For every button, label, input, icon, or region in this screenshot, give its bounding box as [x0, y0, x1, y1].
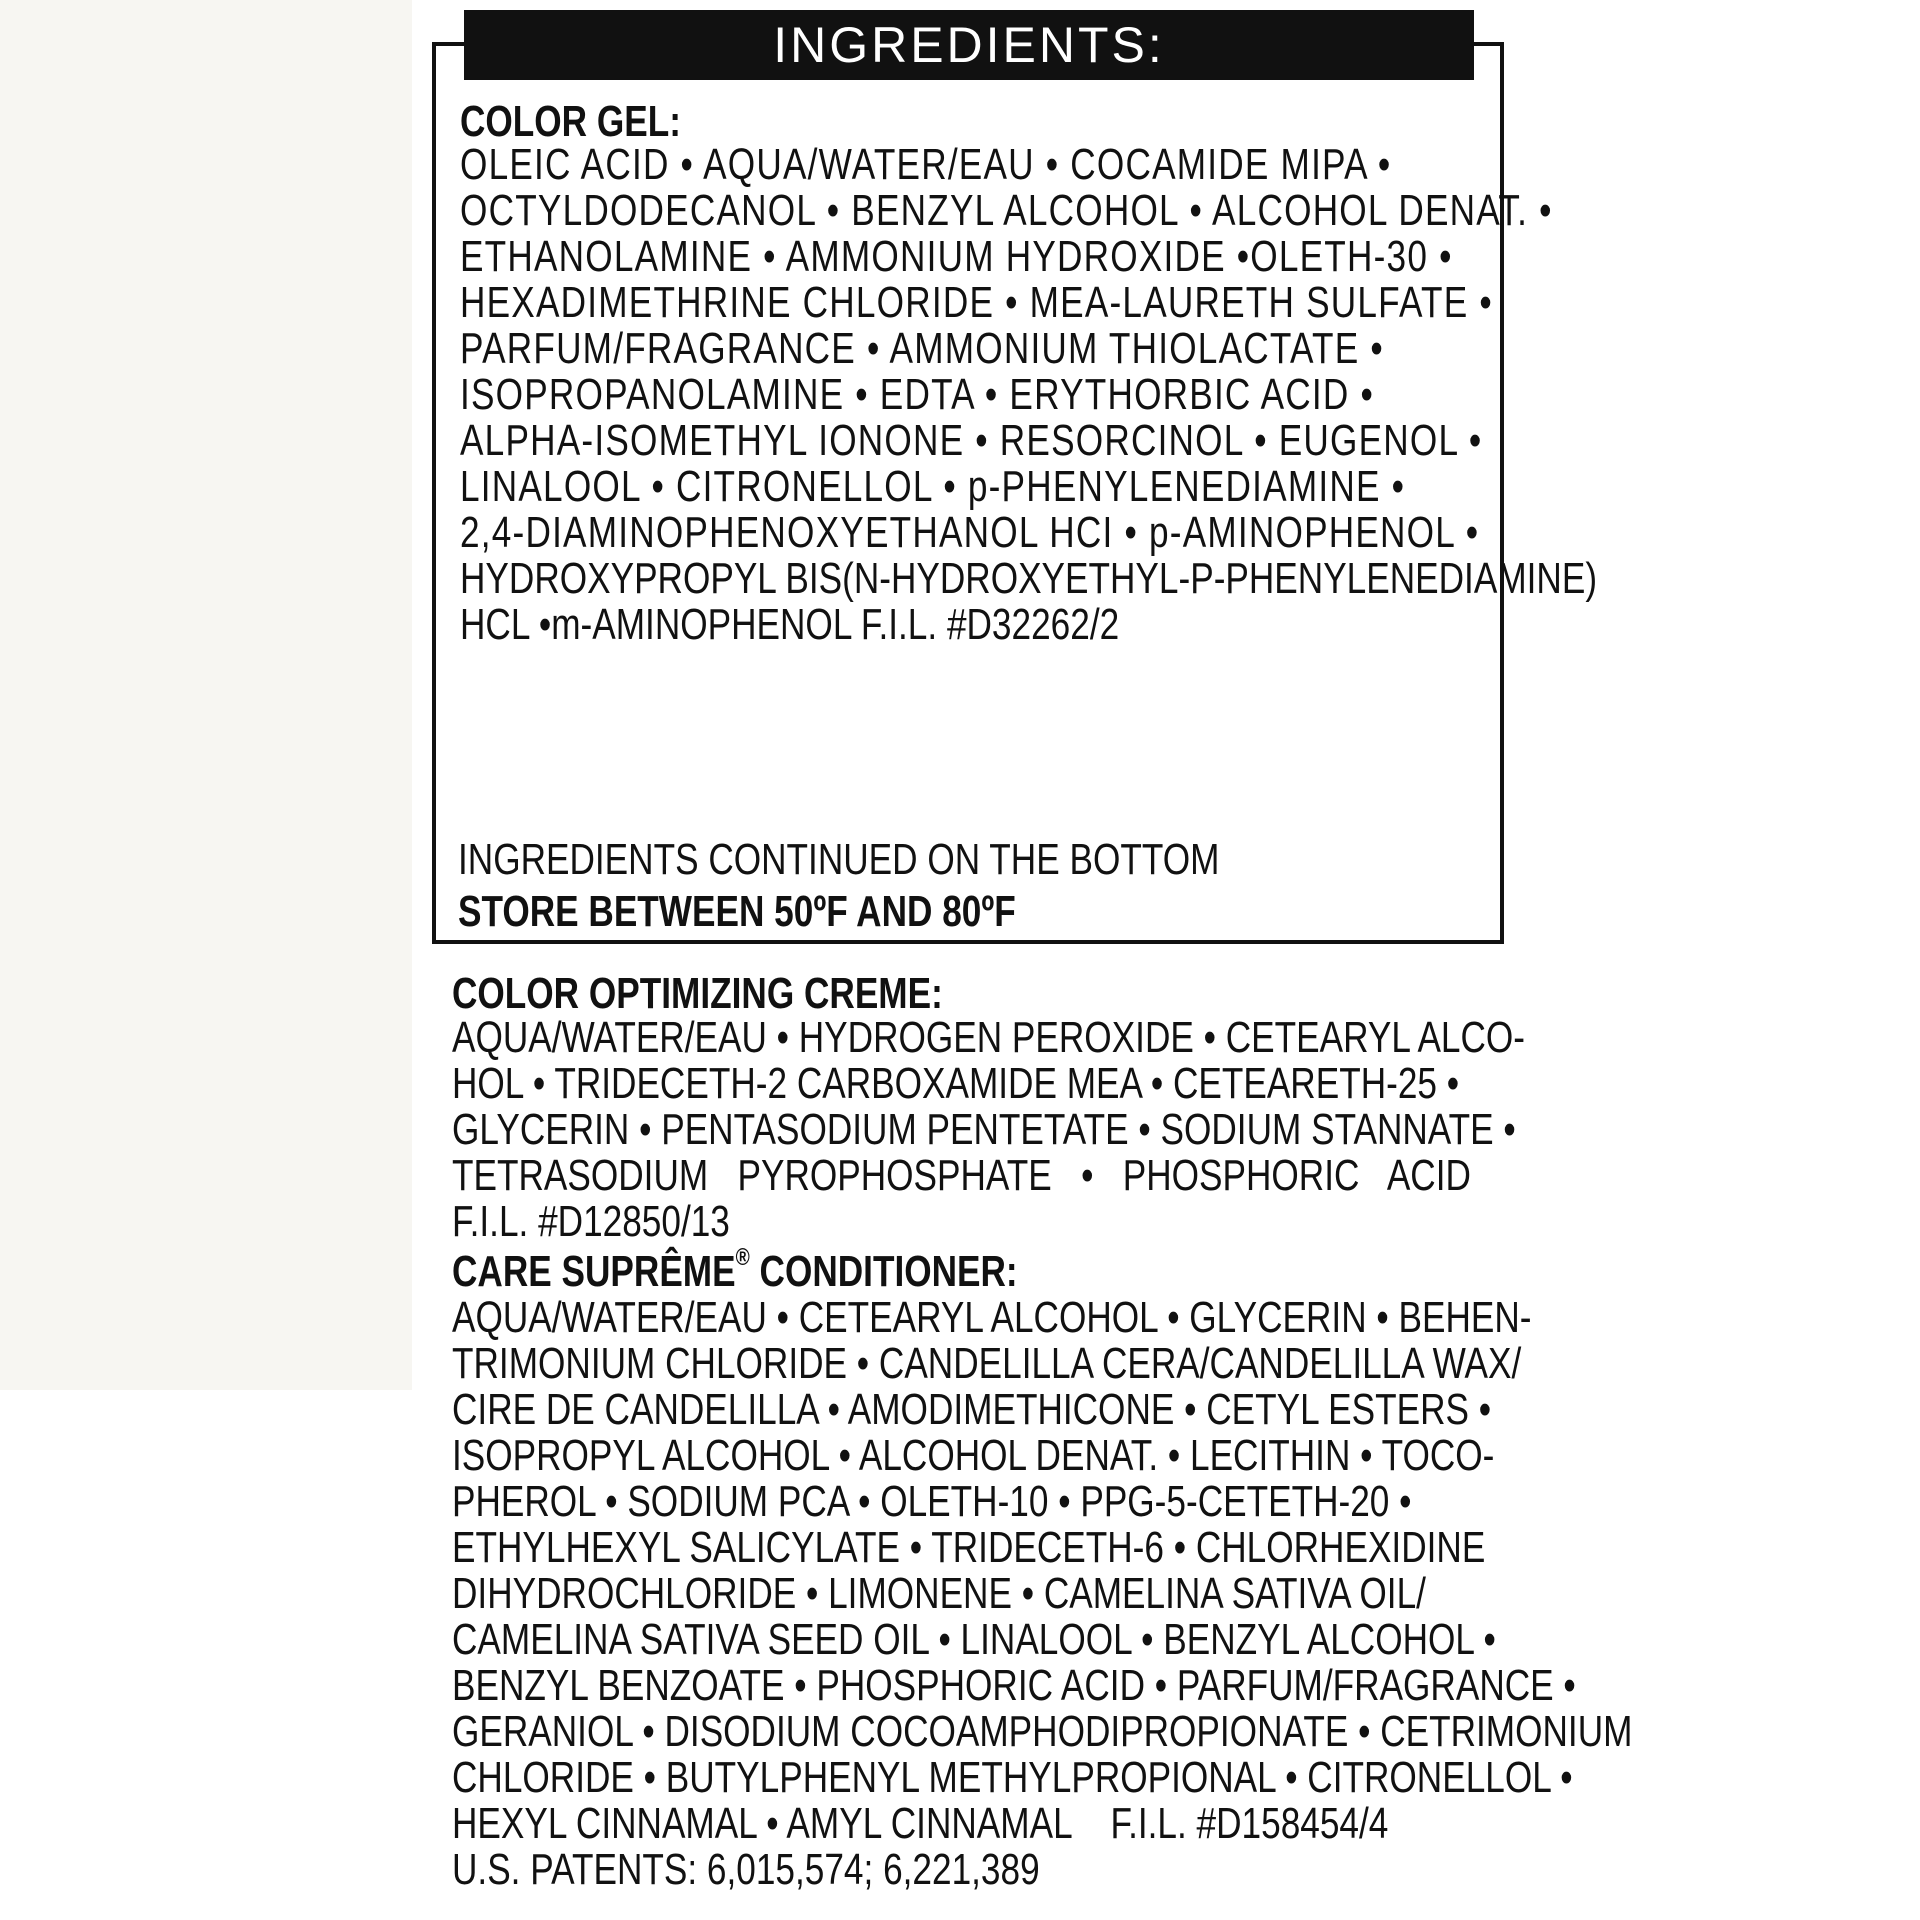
ingredient-line: OCTYLDODECANOL • BENZYL ALCOHOL • ALCOHOL DENAT. • — [460, 186, 1553, 235]
ingredient-line: ISOPROPYL ALCOHOL • ALCOHOL DENAT. • LECITHIN • TOCO- — [452, 1431, 1495, 1480]
ingredients-title: INGREDIENTS: — [773, 17, 1165, 73]
ingredient-line: OLEIC ACID • AQUA/WATER/EAU • COCAMIDE MIPA • — [460, 140, 1392, 189]
ingredient-line: TETRASODIUM PYROPHOSPHATE • PHOSPHORIC ACID — [452, 1151, 1471, 1200]
ingredient-line: PARFUM/FRAGRANCE • AMMONIUM THIOLACTATE • — [460, 324, 1384, 373]
registered-mark: ® — [735, 1244, 750, 1271]
ingredient-line: CIRE DE CANDELILLA • AMODIMETHICONE • CETYL ESTERS • — [452, 1385, 1492, 1434]
conditioner-heading-main: CARE SUPRÊME — [452, 1247, 736, 1296]
ingredient-line: HYDROXYPROPYL BIS(N-HYDROXYETHYL-P-PHENYLENEDIAMINE) — [460, 554, 1598, 603]
conditioner-heading-tail: CONDITIONER: — [749, 1247, 1018, 1296]
ingredient-line: LINALOOL • CITRONELLOL • p-PHENYLENEDIAMINE • — [460, 462, 1406, 511]
ingredient-line: HOL • TRIDECETH-2 CARBOXAMIDE MEA • CETEARETH-25 • — [452, 1059, 1460, 1108]
ingredient-line: HCL •m-AMINOPHENOL F.I.L. #D32262/2 — [460, 600, 1120, 649]
storage-temperature-note: STORE BETWEEN 50ºF AND 80ºF — [458, 887, 1016, 936]
ingredient-line: ETHANOLAMINE • AMMONIUM HYDROXIDE •OLETH-30 • — [460, 232, 1453, 281]
ingredient-line: ALPHA-ISOMETHYL IONONE • RESORCINOL • EUGENOL • — [460, 416, 1483, 465]
optimizing-creme-heading: COLOR OPTIMIZING CREME: — [452, 969, 943, 1018]
ingredient-line: ISOPROPANOLAMINE • EDTA • ERYTHORBIC ACID • — [460, 370, 1374, 419]
conditioner-heading — [452, 1244, 1018, 1296]
ingredient-line: HEXADIMETHRINE CHLORIDE • MEA-LAURETH SULFATE • — [460, 278, 1493, 327]
ingredient-line: ETHYLHEXYL SALICYLATE • TRIDECETH-6 • CHLORHEXIDINE — [452, 1523, 1486, 1572]
ingredients-header — [464, 10, 1474, 80]
ingredient-line: PHEROL • SODIUM PCA • OLETH-10 • PPG-5-CETETH-20 • — [452, 1477, 1412, 1526]
ingredient-line: CHLORIDE • BUTYLPHENYL METHYLPROPIONAL • CITRONELLOL • — [452, 1753, 1573, 1802]
ingredient-line: TRIMONIUM CHLORIDE • CANDELILLA CERA/CANDELILLA WAX/ — [452, 1339, 1522, 1388]
ingredient-line: GLYCERIN • PENTASODIUM PENTETATE • SODIUM STANNATE • — [452, 1105, 1516, 1154]
ingredient-line: GERANIOL • DISODIUM COCOAMPHODIPROPIONATE • CETRIMONIUM — [452, 1707, 1633, 1756]
color-gel-heading: COLOR GEL: — [460, 97, 681, 146]
ingredients-continued-note: INGREDIENTS CONTINUED ON THE BOTTOM — [458, 835, 1220, 884]
ingredient-line: F.I.L. #D12850/13 — [452, 1197, 730, 1246]
background-strip — [0, 0, 412, 1390]
ingredient-line: BENZYL BENZOATE • PHOSPHORIC ACID • PARFUM/FRAGRANCE • — [452, 1661, 1576, 1710]
patents-line: U.S. PATENTS: 6,015,574; 6,221,389 — [452, 1845, 1040, 1894]
ingredient-line: DIHYDROCHLORIDE • LIMONENE • CAMELINA SATIVA OIL/ — [452, 1569, 1426, 1618]
ingredient-line: AQUA/WATER/EAU • CETEARYL ALCOHOL • GLYCERIN • BEHEN- — [452, 1293, 1532, 1342]
ingredient-line: 2,4-DIAMINOPHENOXYETHANOL HCI • p-AMINOPHENOL • — [460, 508, 1480, 557]
ingredient-line: HEXYL CINNAMAL • AMYL CINNAMAL F.I.L. #D158454/4 — [452, 1799, 1389, 1848]
ingredient-line: AQUA/WATER/EAU • HYDROGEN PEROXIDE • CETEARYL ALCO- — [452, 1013, 1526, 1062]
ingredient-line: CAMELINA SATIVA SEED OIL • LINALOOL • BENZYL ALCOHOL • — [452, 1615, 1496, 1664]
